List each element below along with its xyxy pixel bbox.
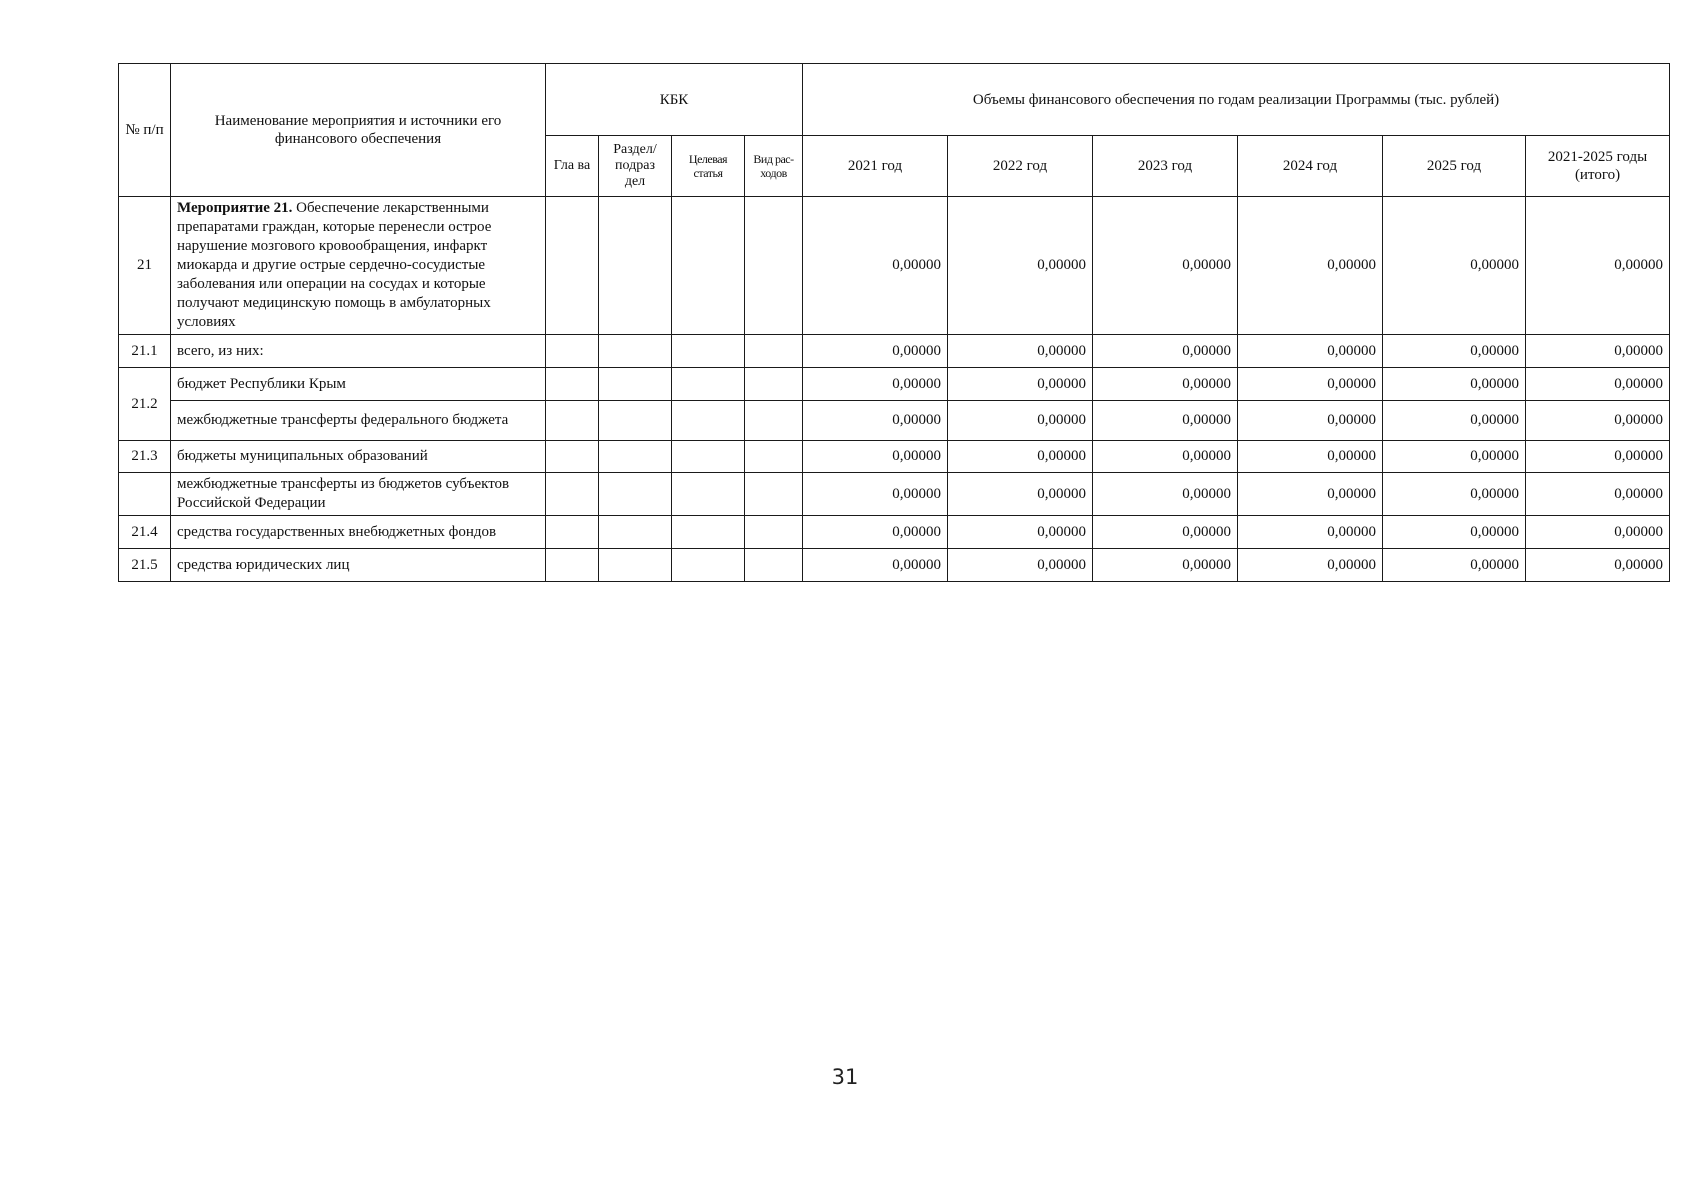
header-kbk-vid: Вид рас- ходов [745, 136, 803, 197]
header-name: Наименование мероприятия и источники его финансового обеспечения [171, 64, 546, 197]
kbk-cell [599, 368, 672, 401]
value-cell: 0,00000 [1383, 401, 1526, 441]
value-cell: 0,00000 [1526, 473, 1670, 516]
value-cell: 0,00000 [1526, 516, 1670, 549]
value-cell: 0,00000 [1526, 368, 1670, 401]
kbk-cell [546, 401, 599, 441]
value-cell: 0,00000 [1238, 473, 1383, 516]
kbk-cell [745, 441, 803, 473]
header-year-2025: 2025 год [1383, 136, 1526, 197]
kbk-cell [599, 549, 672, 582]
value-cell: 0,00000 [1383, 549, 1526, 582]
value-cell: 0,00000 [948, 549, 1093, 582]
header-kbk: КБК [546, 64, 803, 136]
value-cell: 0,00000 [1383, 335, 1526, 368]
kbk-cell [546, 335, 599, 368]
value-cell: 0,00000 [803, 473, 948, 516]
kbk-cell [546, 197, 599, 335]
kbk-cell [599, 335, 672, 368]
value-cell: 0,00000 [803, 335, 948, 368]
value-cell: 0,00000 [1526, 441, 1670, 473]
header-kbk-glava: Гла ва [546, 136, 599, 197]
kbk-cell [546, 473, 599, 516]
row-num: 21.5 [119, 549, 171, 582]
value-cell: 0,00000 [1093, 335, 1238, 368]
kbk-cell [546, 441, 599, 473]
table-row [119, 473, 1670, 516]
value-cell: 0,00000 [1093, 549, 1238, 582]
value-cell: 0,00000 [1238, 401, 1383, 441]
header-year-total: 2021-2025 годы (итого) [1526, 136, 1670, 197]
kbk-cell [672, 516, 745, 549]
table-row [119, 549, 1670, 582]
value-cell: 0,00000 [948, 473, 1093, 516]
value-cell: 0,00000 [1238, 516, 1383, 549]
kbk-cell [745, 368, 803, 401]
row-title-text: Обеспечение лекарственными препаратами граждан, которые перенесли острое нарушение мозгового кровообращения, инфаркт миокарда и другие острые сердечно-сосудистые заболевания или операции на сосудах и которые получают медицинскую помощь в амбулаторных условиях [177, 200, 492, 330]
value-cell: 0,00000 [1383, 197, 1526, 335]
header-year-2021: 2021 год [803, 136, 948, 197]
value-cell: 0,00000 [1238, 368, 1383, 401]
kbk-cell [599, 441, 672, 473]
kbk-cell [745, 549, 803, 582]
kbk-cell [672, 441, 745, 473]
value-cell: 0,00000 [1383, 368, 1526, 401]
table-row [119, 335, 1670, 368]
row-title: межбюджетные трансферты из бюджетов субъектов Российской Федерации [171, 473, 546, 516]
header-volumes: Объемы финансового обеспечения по годам реализации Программы (тыс. рублей) [803, 64, 1670, 136]
page-number: 31 [831, 1065, 859, 1089]
header-year-2024: 2024 год [1238, 136, 1383, 197]
kbk-cell [672, 197, 745, 335]
value-cell: 0,00000 [803, 516, 948, 549]
header-num: № п/п [119, 64, 171, 197]
table-row [119, 441, 1670, 473]
financing-table [118, 63, 1670, 582]
value-cell: 0,00000 [948, 401, 1093, 441]
value-cell: 0,00000 [948, 197, 1093, 335]
value-cell: 0,00000 [1093, 516, 1238, 549]
value-cell: 0,00000 [1093, 197, 1238, 335]
kbk-cell [745, 473, 803, 516]
value-cell: 0,00000 [1238, 549, 1383, 582]
value-cell: 0,00000 [1526, 401, 1670, 441]
kbk-cell [672, 401, 745, 441]
kbk-cell [599, 516, 672, 549]
kbk-cell [546, 516, 599, 549]
kbk-cell [672, 335, 745, 368]
value-cell: 0,00000 [1383, 473, 1526, 516]
row-num [119, 473, 171, 516]
value-cell: 0,00000 [1383, 441, 1526, 473]
value-cell: 0,00000 [1238, 197, 1383, 335]
value-cell: 0,00000 [803, 549, 948, 582]
kbk-cell [546, 368, 599, 401]
kbk-cell [745, 401, 803, 441]
value-cell: 0,00000 [803, 197, 948, 335]
table-row [119, 368, 1670, 401]
kbk-cell [672, 549, 745, 582]
row-num: 21 [119, 197, 171, 335]
row-title: всего, из них: [171, 335, 546, 368]
header-year-2022: 2022 год [948, 136, 1093, 197]
kbk-cell [672, 368, 745, 401]
value-cell: 0,00000 [1526, 197, 1670, 335]
value-cell: 0,00000 [1093, 441, 1238, 473]
kbk-cell [599, 197, 672, 335]
row-title: средства государственных внебюджетных фондов [171, 516, 546, 549]
table-row [119, 197, 1670, 335]
value-cell: 0,00000 [803, 441, 948, 473]
row-title: межбюджетные трансферты федерального бюджета [171, 401, 546, 441]
value-cell: 0,00000 [948, 441, 1093, 473]
header-year-2023: 2023 год [1093, 136, 1238, 197]
header-kbk-celevaya: Целевая статья [672, 136, 745, 197]
row-num: 21.3 [119, 441, 171, 473]
kbk-cell [745, 197, 803, 335]
header-kbk-razdel: Раздел/ подраз дел [599, 136, 672, 197]
table-row [119, 401, 1670, 441]
row-title-bold: Мероприятие 21. [177, 200, 293, 216]
kbk-cell [599, 401, 672, 441]
row-num: 21.1 [119, 335, 171, 368]
value-cell: 0,00000 [1093, 368, 1238, 401]
row-title [171, 197, 546, 335]
kbk-cell [546, 549, 599, 582]
row-title: бюджеты муниципальных образований [171, 441, 546, 473]
value-cell: 0,00000 [1093, 401, 1238, 441]
value-cell: 0,00000 [803, 368, 948, 401]
value-cell: 0,00000 [1526, 335, 1670, 368]
value-cell: 0,00000 [948, 368, 1093, 401]
row-num: 21.4 [119, 516, 171, 549]
value-cell: 0,00000 [1383, 516, 1526, 549]
value-cell: 0,00000 [1093, 473, 1238, 516]
value-cell: 0,00000 [948, 516, 1093, 549]
value-cell: 0,00000 [1526, 549, 1670, 582]
row-num: 21.2 [119, 368, 171, 441]
value-cell: 0,00000 [948, 335, 1093, 368]
kbk-cell [599, 473, 672, 516]
value-cell: 0,00000 [1238, 335, 1383, 368]
value-cell: 0,00000 [803, 401, 948, 441]
value-cell: 0,00000 [1238, 441, 1383, 473]
table-row [119, 516, 1670, 549]
row-title: средства юридических лиц [171, 549, 546, 582]
kbk-cell [745, 335, 803, 368]
row-title: бюджет Республики Крым [171, 368, 546, 401]
kbk-cell [672, 473, 745, 516]
kbk-cell [745, 516, 803, 549]
